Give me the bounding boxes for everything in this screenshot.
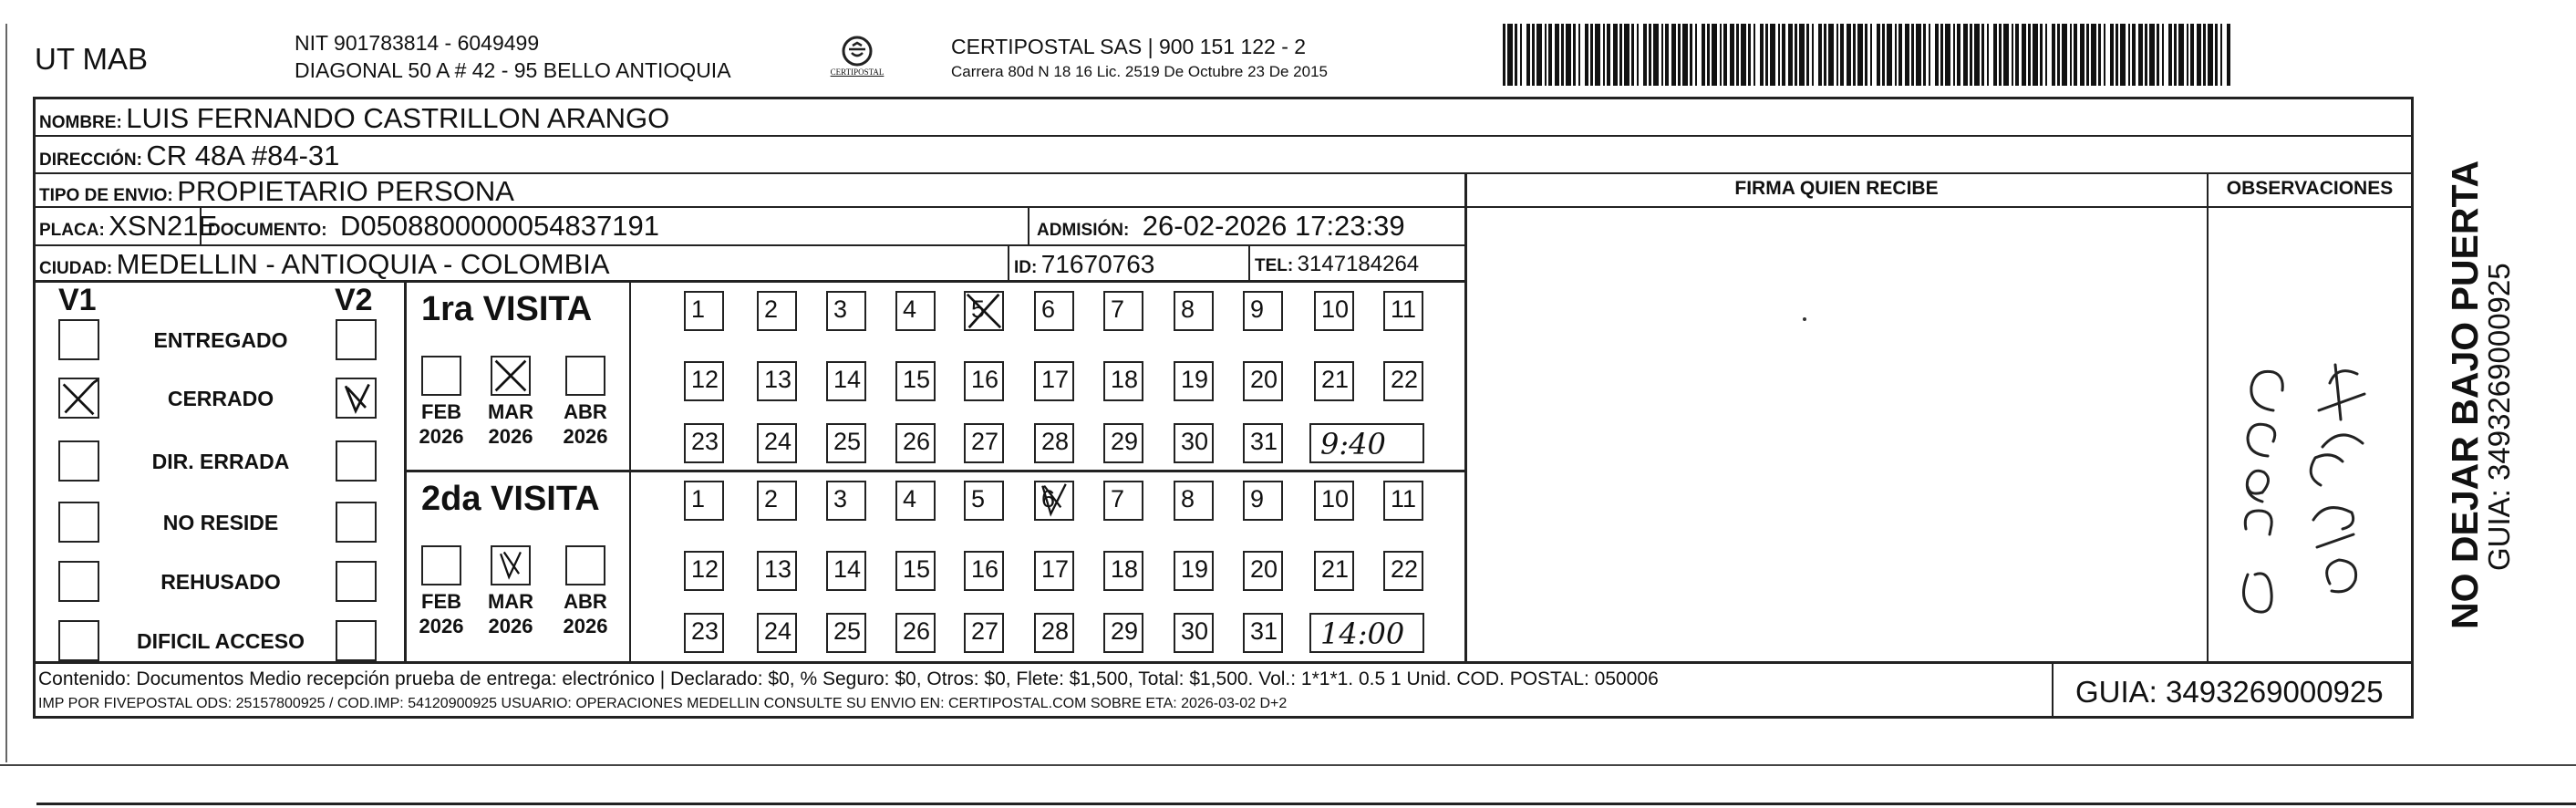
- type-label: TIPO DE ENVIO:: [39, 186, 173, 205]
- day-checkbox[interactable]: [1314, 291, 1354, 331]
- day-checkbox[interactable]: [1103, 361, 1143, 401]
- v2-checkbox[interactable]: [336, 378, 377, 419]
- day-number: 8: [1181, 295, 1195, 323]
- month-year: 2026: [488, 425, 533, 448]
- day-number: 6: [1041, 295, 1056, 323]
- tel-row: [1255, 252, 1419, 277]
- day-number: 23: [691, 428, 719, 455]
- day-checkbox[interactable]: [757, 423, 797, 463]
- day-checkbox[interactable]: [757, 481, 797, 521]
- admission-value: 26-02-2026 17:23:39: [1142, 210, 1405, 242]
- day-number: 31: [1250, 617, 1278, 645]
- status-label: REHUSADO: [160, 570, 281, 594]
- month-label: [556, 399, 615, 449]
- month-checkbox[interactable]: [421, 545, 461, 585]
- day-number: 19: [1181, 366, 1209, 393]
- day-checkbox[interactable]: [1174, 551, 1214, 591]
- v1-header: V1: [58, 283, 97, 317]
- month-checkbox[interactable]: [421, 356, 461, 396]
- month-label: [481, 399, 540, 449]
- month-year: 2026: [419, 615, 464, 637]
- day-number: 6: [1041, 485, 1056, 513]
- day-checkbox[interactable]: [826, 361, 866, 401]
- day-number: 25: [833, 428, 862, 455]
- day-number: 10: [1321, 295, 1350, 323]
- day-number: 2: [764, 485, 779, 513]
- nit-line: NIT 901783814 - 6049499: [295, 31, 540, 55]
- day-checkbox[interactable]: [1034, 423, 1074, 463]
- footer-print-info: IMP POR FIVEPOSTAL ODS: 25157800925 / COD.IMP: 54120900925 USUARIO: OPERACIONES MEDELLIN CONSULTE SU ENVIO EN: CERTIPOSTAL.COM SOBRE ETA: 2026-03-02 D+2: [38, 696, 1288, 711]
- day-checkbox[interactable]: [964, 361, 1004, 401]
- day-number: 19: [1181, 555, 1209, 583]
- day-checkbox[interactable]: [684, 291, 724, 331]
- day-number: 3: [833, 295, 848, 323]
- day-number: 24: [764, 428, 792, 455]
- signature-header: FIRMA QUIEN RECIBE: [1734, 178, 1939, 199]
- day-number: 16: [971, 366, 999, 393]
- company-address: DIAGONAL 50 A # 42 - 95 BELLO ANTIOQUIA: [295, 58, 731, 82]
- day-number: 26: [903, 428, 931, 455]
- day-number: 20: [1250, 555, 1278, 583]
- v2-checkbox[interactable]: [336, 440, 377, 482]
- status-label: NO RESIDE: [162, 511, 279, 534]
- v1-checkbox[interactable]: [58, 319, 99, 360]
- admission-row: [1037, 210, 1405, 243]
- month-name: FEB: [421, 590, 461, 613]
- day-checkbox[interactable]: [964, 423, 1004, 463]
- day-checkbox[interactable]: [964, 551, 1004, 591]
- day-checkbox[interactable]: [1103, 423, 1143, 463]
- footer-details: Contenido: Documentos Medio recepción prueba de entrega: electrónico | Declarado: $0, % Seguro: $0, Otros: $0, Flete: $1,500, Total: $1,500. Vol.: 1*1*1. 0.5 1 Unid. COD. POSTAL: 050006: [38, 668, 1659, 689]
- day-number: 16: [971, 555, 999, 583]
- day-checkbox[interactable]: [1103, 481, 1143, 521]
- day-checkbox[interactable]: [826, 613, 866, 653]
- day-number: 9: [1250, 295, 1265, 323]
- month-label: [412, 589, 471, 638]
- v2-checkbox[interactable]: [336, 620, 377, 661]
- day-number: 1: [691, 485, 706, 513]
- day-checkbox[interactable]: [1174, 291, 1214, 331]
- day-checkbox[interactable]: [895, 423, 936, 463]
- observations-header: OBSERVACIONES: [2226, 178, 2394, 199]
- day-checkbox[interactable]: [1243, 361, 1283, 401]
- day-checkbox[interactable]: [757, 291, 797, 331]
- day-checkbox[interactable]: [1243, 291, 1283, 331]
- day-number: 9: [1250, 485, 1265, 513]
- day-number: 12: [691, 366, 719, 393]
- month-name: FEB: [421, 400, 461, 423]
- day-checkbox[interactable]: [1034, 361, 1074, 401]
- day-checkbox[interactable]: [684, 551, 724, 591]
- day-checkbox[interactable]: [757, 361, 797, 401]
- day-checkbox[interactable]: [684, 423, 724, 463]
- day-number: 20: [1250, 366, 1278, 393]
- name-row: [39, 102, 669, 135]
- id-value: 71670763: [1040, 250, 1155, 278]
- day-number: 15: [903, 555, 931, 583]
- day-number: 10: [1321, 485, 1350, 513]
- day-checkbox[interactable]: [757, 551, 797, 591]
- day-number: 4: [903, 485, 917, 513]
- day-checkbox[interactable]: [1314, 361, 1354, 401]
- day-number: 22: [1391, 555, 1419, 583]
- day-number: 12: [691, 555, 719, 583]
- day-number: 1: [691, 295, 706, 323]
- signature-mark: [1803, 317, 1806, 321]
- day-check-mark: [966, 293, 1002, 329]
- logo-caption: CERTIPOSTAL: [830, 67, 885, 77]
- v1-checkbox[interactable]: [58, 502, 99, 543]
- month-year: 2026: [563, 425, 608, 448]
- day-checkbox[interactable]: [895, 361, 936, 401]
- day-checkbox[interactable]: [1243, 613, 1283, 653]
- v2-checkbox[interactable]: [336, 319, 377, 360]
- tel-label: TEL:: [1255, 256, 1294, 275]
- day-checkbox[interactable]: [895, 481, 936, 521]
- day-checkbox[interactable]: [1103, 613, 1143, 653]
- plate-label: PLACA:: [39, 221, 105, 240]
- month-checkbox[interactable]: [491, 545, 531, 585]
- month-checkbox[interactable]: [565, 356, 605, 396]
- day-checkbox[interactable]: [826, 551, 866, 591]
- observation-handwriting: [2229, 274, 2394, 629]
- month-name: MAR: [487, 400, 534, 423]
- admission-label: ADMISIÓN:: [1037, 221, 1130, 240]
- document-row: [208, 210, 659, 243]
- day-number: 28: [1041, 617, 1070, 645]
- month-label: [481, 589, 540, 638]
- day-number: 22: [1391, 366, 1419, 393]
- month-name: ABR: [564, 590, 607, 613]
- day-number: 27: [971, 617, 999, 645]
- day-checkbox[interactable]: [1243, 423, 1283, 463]
- v1-checkbox[interactable]: [58, 440, 99, 482]
- status-label: DIFICIL ACCESO: [136, 629, 305, 653]
- day-checkbox[interactable]: [1174, 423, 1214, 463]
- day-checkbox[interactable]: [1103, 551, 1143, 591]
- day-number: 24: [764, 617, 792, 645]
- day-number: 25: [833, 617, 862, 645]
- day-number: 23: [691, 617, 719, 645]
- day-number: 7: [1111, 485, 1125, 513]
- plate-value: XSN21E: [109, 210, 218, 242]
- day-checkbox[interactable]: [1174, 481, 1214, 521]
- id-label: ID:: [1014, 258, 1038, 277]
- visit-time-box[interactable]: [1309, 613, 1424, 653]
- day-number: 13: [764, 366, 792, 393]
- day-checkbox[interactable]: [826, 481, 866, 521]
- id-row: [1014, 250, 1154, 279]
- visit-time: 9:40: [1320, 427, 1386, 461]
- day-checkbox[interactable]: [684, 481, 724, 521]
- visit-time-box[interactable]: [1309, 423, 1424, 463]
- day-number: 21: [1321, 366, 1350, 393]
- day-checkbox[interactable]: [964, 291, 1004, 331]
- day-checkbox[interactable]: [1383, 481, 1423, 521]
- day-checkbox[interactable]: [1034, 291, 1074, 331]
- day-checkbox[interactable]: [964, 613, 1004, 653]
- day-number: 5: [971, 485, 986, 513]
- day-number: 14: [833, 555, 862, 583]
- day-number: 13: [764, 555, 792, 583]
- city-value: MEDELLIN - ANTIOQUIA - COLOMBIA: [116, 248, 610, 280]
- side-guide: GUIA: 3493269000925: [2482, 263, 2516, 571]
- day-number: 11: [1391, 295, 1417, 323]
- name-label: NOMBRE:: [39, 113, 122, 132]
- day-checkbox[interactable]: [964, 481, 1004, 521]
- v2-checkbox[interactable]: [336, 561, 377, 602]
- v2-checkbox[interactable]: [336, 502, 377, 543]
- day-number: 17: [1041, 366, 1070, 393]
- day-number: 4: [903, 295, 917, 323]
- day-checkbox[interactable]: [895, 291, 936, 331]
- carrier-name: CERTIPOSTAL SAS | 900 151 122 - 2: [951, 35, 1307, 58]
- day-number: 21: [1321, 555, 1350, 583]
- address-label: DIRECCIÓN:: [39, 150, 142, 170]
- document-value: D0508800000054837191: [340, 210, 659, 242]
- v1-checkbox[interactable]: [58, 378, 99, 419]
- day-number: 18: [1111, 366, 1139, 393]
- day-checkbox[interactable]: [1383, 551, 1423, 591]
- day-checkbox[interactable]: [826, 423, 866, 463]
- day-number: 29: [1111, 617, 1139, 645]
- v1-checkbox[interactable]: [58, 561, 99, 602]
- tel-value: 3147184264: [1297, 252, 1420, 276]
- certipostal-logo: [832, 33, 883, 84]
- month-name: MAR: [487, 590, 534, 613]
- day-number: 3: [833, 485, 848, 513]
- day-number: 30: [1181, 428, 1209, 455]
- recipient-address: CR 48A #84-31: [146, 140, 340, 171]
- document-label: DOCUMENTO:: [208, 221, 327, 240]
- side-warning: NO DEJAR BAJO PUERTA: [2444, 160, 2486, 629]
- day-number: 14: [833, 366, 862, 393]
- v1-checkbox[interactable]: [58, 620, 99, 661]
- month-year: 2026: [488, 615, 533, 637]
- day-checkbox[interactable]: [1383, 361, 1423, 401]
- day-number: 17: [1041, 555, 1070, 583]
- type-row: [39, 175, 514, 208]
- day-number: 29: [1111, 428, 1139, 455]
- recipient-name: LUIS FERNANDO CASTRILLON ARANGO: [126, 102, 670, 134]
- footer-guide: GUIA: 3493269000925: [2075, 675, 2384, 709]
- status-label: DIR. ERRADA: [151, 450, 290, 473]
- address-row: [39, 140, 339, 172]
- day-number: 18: [1111, 555, 1139, 583]
- day-number: 26: [903, 617, 931, 645]
- day-number: 30: [1181, 617, 1209, 645]
- month-year: 2026: [419, 425, 464, 448]
- visit-title: 2da VISITA: [421, 480, 600, 518]
- day-checkbox[interactable]: [757, 613, 797, 653]
- v2-header: V2: [335, 283, 373, 317]
- day-checkbox[interactable]: [1314, 481, 1354, 521]
- status-label: CERRADO: [167, 387, 274, 410]
- day-check-mark: [1036, 482, 1072, 519]
- month-checkbox[interactable]: [565, 545, 605, 585]
- status-label: ENTREGADO: [153, 328, 288, 352]
- visit-time: 14:00: [1320, 616, 1405, 651]
- carrier-address: Carrera 80d N 18 16 Lic. 2519 De Octubre 23 De 2015: [951, 63, 1328, 80]
- day-number: 15: [903, 366, 931, 393]
- day-checkbox[interactable]: [895, 613, 936, 653]
- day-number: 2: [764, 295, 779, 323]
- day-checkbox[interactable]: [826, 291, 866, 331]
- day-checkbox[interactable]: [1034, 613, 1074, 653]
- month-checkbox[interactable]: [491, 356, 531, 396]
- shipment-type: PROPIETARIO PERSONA: [177, 175, 514, 207]
- month-label: [412, 399, 471, 449]
- month-label: [556, 589, 615, 638]
- day-checkbox[interactable]: [1383, 291, 1423, 331]
- day-checkbox[interactable]: [1034, 551, 1074, 591]
- day-checkbox[interactable]: [1034, 481, 1074, 521]
- day-number: 8: [1181, 485, 1195, 513]
- day-checkbox[interactable]: [1314, 551, 1354, 591]
- day-number: 11: [1391, 485, 1417, 513]
- day-number: 28: [1041, 428, 1070, 455]
- day-checkbox[interactable]: [1174, 613, 1214, 653]
- day-checkbox[interactable]: [1243, 551, 1283, 591]
- day-number: 31: [1250, 428, 1278, 455]
- month-name: ABR: [564, 400, 607, 423]
- day-number: 27: [971, 428, 999, 455]
- plate-row: [39, 210, 217, 243]
- day-checkbox[interactable]: [684, 613, 724, 653]
- day-number: 5: [971, 295, 986, 323]
- visit-title: 1ra VISITA: [421, 290, 593, 328]
- day-checkbox[interactable]: [1243, 481, 1283, 521]
- month-year: 2026: [563, 615, 608, 637]
- day-checkbox[interactable]: [684, 361, 724, 401]
- city-row: [39, 248, 610, 281]
- day-checkbox[interactable]: [1103, 291, 1143, 331]
- company-name: UT MAB: [35, 42, 149, 76]
- day-number: 7: [1111, 295, 1125, 323]
- day-checkbox[interactable]: [1174, 361, 1214, 401]
- day-checkbox[interactable]: [895, 551, 936, 591]
- barcode: [1503, 24, 2231, 86]
- city-label: CIUDAD:: [39, 259, 113, 278]
